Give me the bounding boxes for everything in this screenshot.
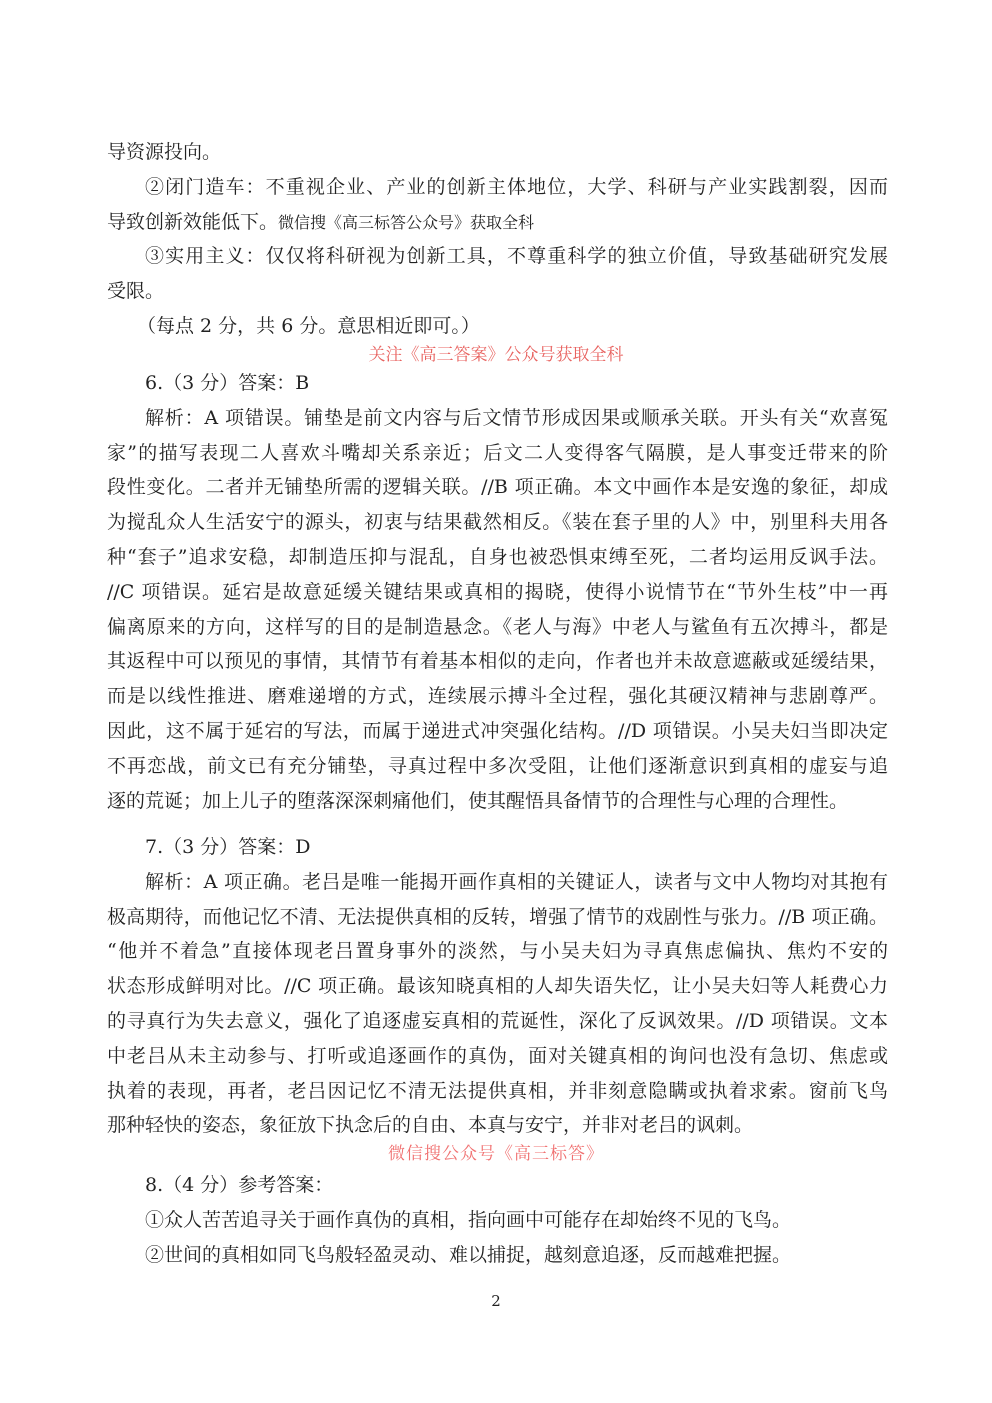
q8-block [107,1168,888,1272]
q5-answer-tail [107,135,888,344]
text-line: 状态形成鲜明对比。//C 项正确。最该知晓真相的人却失语失忆，让小吴夫妇等人耗费心力 [107,975,888,998]
text-line: 解析：A 项正确。老吕是唯一能揭开画作真相的关键证人，读者与文中人物均对其抱有 [145,870,888,893]
scoring-note: （每点 2 分，共 6 分。意思相近即可。） [137,314,480,337]
text-line: ②闭门造车：不重视企业、产业的创新主体地位，大学、科研与产业实践割裂，因而 [145,175,888,198]
question-title: 6.（3 分）答案：B [145,372,310,394]
watermark-overlay: 微信搜公众号《高三标答》 [388,1144,604,1164]
text-line: 因此，这不属于延宕的写法，而属于递进式冲突强化结构。//D 项错误。小吴夫妇当即决定 [107,719,888,742]
text-line: 的寻真行为失去意义，强化了追逐虚妄真相的荒诞性，深化了反讽效果。//D 项错误。文本 [107,1009,888,1032]
text-line: 种“套子”追求安稳，却制造压抑与混乱，自身也被恐惧束缚至死，二者均运用反讽手法。 [107,545,888,568]
text-line: 不再恋战，前文已有充分铺垫，寻真过程中多次受阻，让他们逐渐意识到真相的虚妄与追 [107,754,888,777]
text-line: 极高期待，而他记忆不清、无法提供真相的反转，增强了情节的戏剧性与张力。//B 项正确。 [107,905,888,928]
text-line: 执着的表现，再者，老吕因记忆不清无法提供真相，并非刻意隐瞒或执着求索。窗前飞鸟 [107,1079,888,1102]
text-line: 段性变化。二者并无铺垫所需的逻辑关联。//B 项正确。本文中画作本是安逸的象征，却成 [107,476,888,499]
text-line: 解析：A 项错误。铺垫是前文内容与后文情节形成因果或顺承关联。开头有关“欢喜冤 [145,406,888,429]
text-line: ①众人苦苦追寻关于画作真伪的真相，指向画中可能存在却始终不见的飞鸟。 [145,1208,792,1231]
text-line: 逐的荒诞；加上儿子的堕落深深刺痛他们，使其醒悟具备情节的合理性与心理的合理性。 [107,789,849,812]
page-number: 2 [491,1292,501,1310]
text-line: 其返程中可以预见的事情，其情节有着基本相似的走向，作者也并未故意遮蔽或延缓结果， [107,650,888,673]
text-line: 为搅乱众人生活安宁的源头，初衷与结果截然相反。《装在套子里的人》中，别里科夫用各 [107,511,888,534]
text-span: 导致创新效能低下。 [107,210,279,233]
text-line: 导资源投向。 [107,141,222,163]
question-title: 8.（4 分）参考答案： [145,1174,334,1196]
text-line: //C 项错误。延宕是故意延缓关键结果或真相的揭晓，使得小说情节在“节外生枝”中一再 [107,580,888,603]
text-line: 那种轻快的姿态，象征放下执念后的自由、本真与安宁，并非对老吕的讽刺。 [107,1114,754,1137]
text-line [107,205,888,240]
inline-watermark-note: 微信搜《高三标答公众号》获取全科 [278,212,535,232]
text-line: 家”的描写表现二人喜欢斗嘴却关系亲近；后文二人变得客气隔膜，是人事变迁带来的阶 [107,441,888,464]
text-line: 而是以线性推进、磨难递增的方式，连续展示搏斗全过程，强化其硬汉精神与悲剧尊严。 [107,685,888,708]
question-title: 7.（3 分）答案：D [145,836,311,858]
q7-block [107,830,888,1143]
text-line: “他并不着急”直接体现老吕置身事外的淡然，与小吴夫妇为寻真焦虑偏执、焦灼不安的 [107,940,888,963]
q6-block [107,366,888,818]
text-line: 受限。 [107,280,165,303]
text-line: 偏离原来的方向，这样写的目的是制造悬念。《老人与海》中老人与鲨鱼有五次搏斗，都是 [107,615,888,638]
text-line: ②世间的真相如同飞鸟般轻盈灵动、难以捕捉，越刻意追逐，反而越难把握。 [145,1243,792,1266]
text-line: 中老吕从未主动参与、打听或追逐画作的真伪，面对关键真相的询问也没有急切、焦虑或 [107,1044,888,1067]
watermark-top: 关注《高三答案》公众号获取全科 [368,345,624,365]
text-line: ③实用主义：仅仅将科研视为创新工具，不尊重科学的独立价值，导致基础研究发展 [145,245,888,268]
